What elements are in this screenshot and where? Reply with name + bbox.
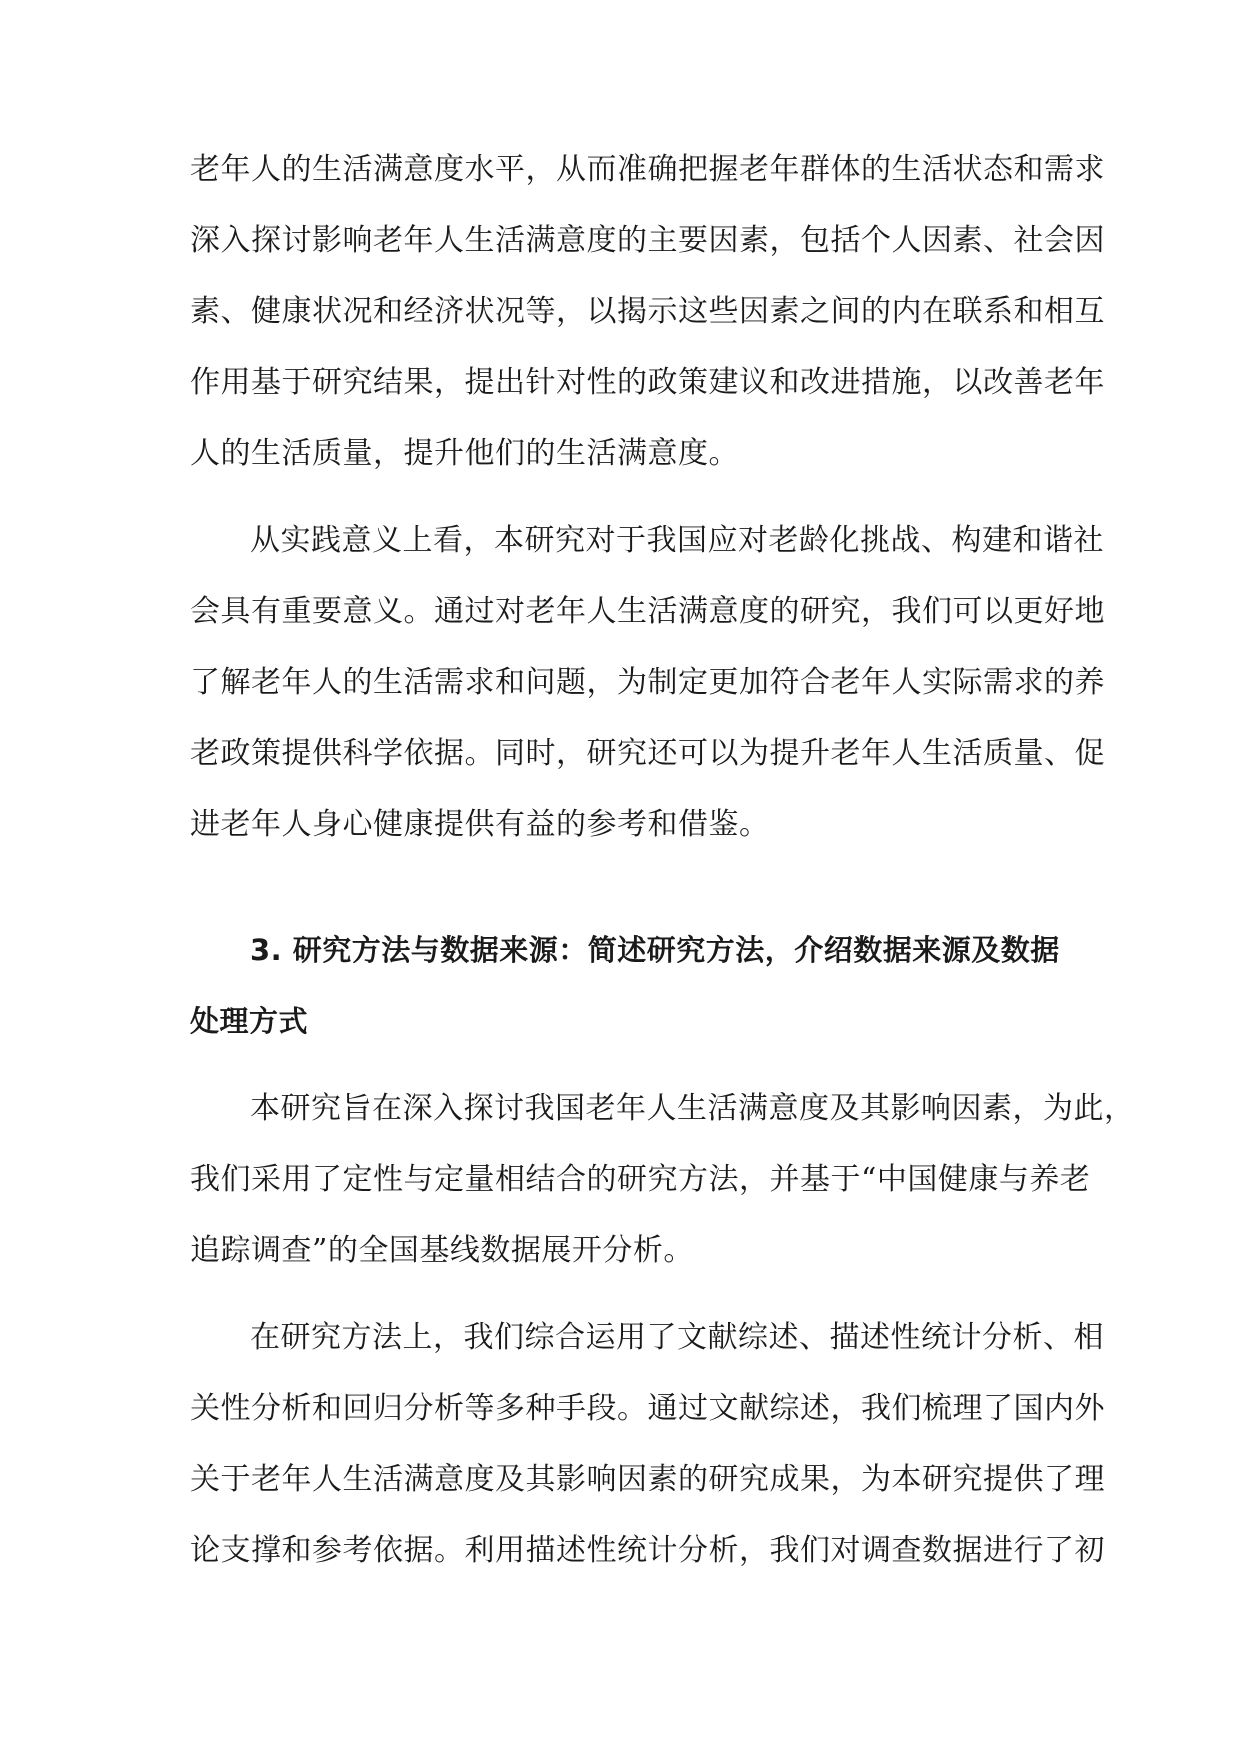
heading-line: 3. 研究方法与数据来源：简述研究方法，介绍数据来源及数据 [250,933,1060,967]
paragraph-line: 进老年人身心健康提供有益的参考和借鉴。 [190,807,770,842]
paragraph-line: 素、健康状况和经济状况等，以揭示这些因素之间的内在联系和相互 [190,294,1105,329]
paragraph-line: 老政策提供科学依据。同时，研究还可以为提升老年人生活质量、促 [190,736,1105,771]
paragraph-line: 会具有重要意义。通过对老年人生活满意度的研究，我们可以更好地 [190,594,1105,629]
heading-line: 处理方式 [190,1004,309,1038]
paragraph-line: 在研究方法上，我们综合运用了文献综述、描述性统计分析、相 [250,1320,1104,1355]
paragraph-line: 本研究旨在深入探讨我国老年人生活满意度及其影响因素，为此， [250,1091,1135,1126]
paragraph-line: 老年人的生活满意度水平，从而准确把握老年群体的生活状态和需求 [190,152,1105,187]
paragraph-line: 了解老年人的生活需求和问题，为制定更加符合老年人实际需求的养 [190,665,1105,700]
paragraph-line: 关性分析和回归分析等多种手段。通过文献综述，我们梳理了国内外 [190,1391,1105,1426]
paragraph-line: 深入探讨影响老年人生活满意度的主要因素，包括个人因素、社会因 [190,223,1105,258]
paragraph-line: 人的生活质量，提升他们的生活满意度。 [190,436,739,471]
paragraph-line: 从实践意义上看，本研究对于我国应对老龄化挑战、构建和谐社 [250,523,1104,558]
paragraph-line: 关于老年人生活满意度及其影响因素的研究成果，为本研究提供了理 [190,1462,1105,1497]
paragraph-line: 追踪调查”的全国基线数据展开分析。 [190,1233,694,1268]
paragraph-line: 作用基于研究结果，提出针对性的政策建议和改进措施，以改善老年 [190,365,1105,400]
paragraph-line: 论支撑和参考依据。利用描述性统计分析，我们对调查数据进行了初 [190,1533,1105,1568]
paragraph-line: 我们采用了定性与定量相结合的研究方法，并基于“中国健康与养老 [190,1162,1091,1197]
